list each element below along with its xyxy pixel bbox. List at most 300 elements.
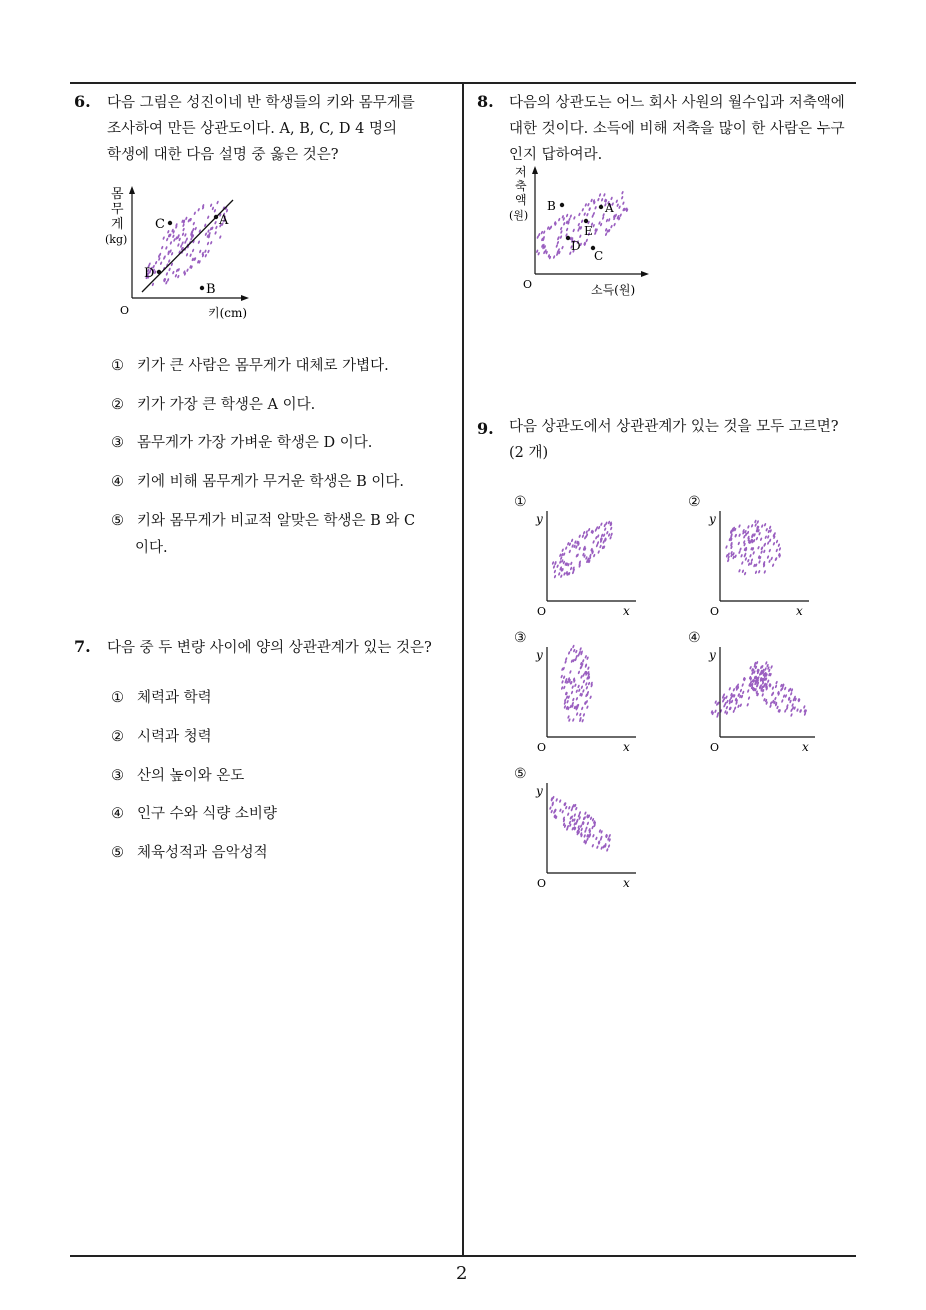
q8-dot — [577, 223, 580, 227]
q9-dot — [591, 844, 594, 848]
q9-dot — [572, 698, 575, 702]
q6-choice-3[interactable]: ③ 몸무게가 가장 가벼운 학생은 D 이다. — [111, 435, 373, 451]
q9-dot — [763, 549, 766, 553]
q9-dot — [608, 844, 611, 848]
q9-dot — [750, 558, 753, 562]
q6-point-C: C — [155, 217, 165, 232]
q6-dot — [155, 261, 158, 265]
q9-plot-4 — [703, 641, 821, 753]
q9-dot — [764, 523, 767, 527]
q9-dot — [608, 834, 611, 838]
q9-plot-origin: O — [537, 605, 547, 617]
q6-dot — [197, 240, 200, 244]
q9-dot — [604, 527, 607, 531]
q9-dot — [549, 806, 552, 810]
q9-dot — [588, 528, 591, 532]
q9-dot — [561, 810, 564, 814]
q9-dot — [569, 670, 572, 674]
q6-dot — [172, 234, 175, 238]
q6-number: 6. — [74, 92, 91, 111]
q9-dot — [738, 569, 741, 573]
q9-dot — [563, 686, 566, 690]
q9-dot — [758, 560, 761, 564]
q8-line-2: 대한 것이다. 소득에 비해 저축을 많이 한 사람은 누구 — [509, 121, 845, 137]
q9-dot — [790, 713, 793, 717]
q6-origin: O — [120, 304, 130, 317]
q8-text — [509, 90, 859, 168]
q9-dot — [606, 848, 609, 852]
q9-dot — [587, 666, 590, 670]
page-number: 2 — [456, 1263, 468, 1284]
q8-point-A: A — [605, 201, 614, 215]
q9-dot — [598, 526, 601, 530]
q9-dot — [803, 705, 806, 709]
q9-dot — [559, 808, 562, 812]
q6-line-2: 조사하여 만든 상관도이다. A, B, C, D 4 명의 — [107, 121, 397, 137]
q8-point-E: E — [584, 224, 593, 238]
q9-dot — [769, 704, 772, 708]
q6-dot — [160, 261, 163, 265]
q9-plot-ylabel: y — [709, 512, 716, 526]
q9-dot — [550, 810, 553, 814]
q9-dot — [750, 561, 753, 565]
q9-dot — [560, 574, 563, 578]
q9-dot — [776, 540, 779, 544]
q8-dot — [573, 216, 576, 220]
q8-dot — [581, 208, 584, 212]
q9-dot — [582, 659, 585, 663]
q8-dot — [572, 228, 575, 232]
q6-ylabel-1: 몸 — [111, 187, 124, 202]
q8-dot — [610, 225, 613, 229]
q9-dot — [764, 667, 767, 671]
q9-dot — [590, 816, 593, 820]
q9-text — [509, 414, 869, 466]
q6-dot — [186, 253, 189, 257]
q6-dot — [215, 226, 218, 230]
q6-dot — [199, 249, 202, 253]
q9-dot — [578, 534, 581, 538]
q9-dot — [725, 695, 728, 699]
q6-dot — [182, 228, 185, 232]
q9-dot — [554, 575, 557, 579]
q9-dot — [568, 549, 571, 553]
q9-dot — [739, 703, 742, 707]
q6-dot — [175, 225, 178, 229]
q6-choice-5-cont: 이다. — [135, 540, 168, 556]
q9-dot — [581, 706, 584, 710]
q9-plot-ylabel: y — [536, 648, 543, 662]
q9-dot — [571, 691, 574, 695]
q9-dot — [747, 525, 750, 529]
q9-plot-3-mark[interactable]: ③ — [514, 630, 527, 646]
q8-dot — [566, 228, 569, 232]
q9-dot — [768, 559, 771, 563]
q8-dot — [569, 214, 572, 218]
q9-dot — [732, 688, 735, 692]
q9-dot — [747, 689, 750, 693]
q7-choice-3[interactable]: ③ 산의 높이와 온도 — [111, 768, 245, 784]
q6-xlabel: 키(cm) — [208, 306, 248, 320]
q9-dot — [553, 570, 556, 574]
q8-dot — [553, 255, 556, 259]
q8-line-3: 인지 답하여라. — [509, 147, 603, 163]
q9-plot-5-mark[interactable]: ⑤ — [514, 766, 527, 782]
q9-dot — [746, 703, 749, 707]
q9-dot — [774, 697, 777, 701]
q9-dot — [570, 648, 573, 652]
q9-dot — [728, 687, 731, 691]
q9-plot-dot-cloud — [560, 645, 593, 723]
q6-dot — [168, 267, 171, 271]
q6-dot — [204, 232, 207, 236]
q6-point-A: A — [219, 213, 229, 228]
q9-dot — [561, 680, 564, 684]
q9-dot — [768, 549, 771, 553]
q8-dot — [561, 246, 564, 250]
q8-dot — [613, 223, 616, 227]
q8-point-C: C — [594, 249, 604, 263]
q8-dot — [581, 219, 584, 223]
q9-dot — [775, 681, 778, 685]
q9-dot — [560, 675, 563, 679]
q9-dot — [578, 688, 581, 692]
q9-dot — [561, 686, 564, 690]
q9-dot — [583, 834, 586, 838]
q6-dot — [151, 282, 154, 286]
q9-dot — [738, 524, 741, 528]
q9-dot — [571, 702, 574, 706]
q9-dot — [563, 572, 566, 576]
q9-dot — [593, 554, 596, 558]
q9-dot — [727, 558, 730, 562]
q6-dot — [177, 243, 180, 247]
q9-dot — [754, 519, 757, 523]
q9-dot — [581, 719, 584, 723]
q9-dot — [769, 525, 772, 529]
q9-dot — [565, 806, 568, 810]
q9-dot — [755, 537, 758, 541]
q9-dot — [582, 680, 585, 684]
q6-dot — [182, 232, 185, 236]
q6-dot — [174, 274, 177, 278]
q9-plot-2-mark[interactable]: ② — [688, 494, 701, 510]
bottom-rule — [70, 1255, 856, 1257]
q9-plot-dot-cloud — [710, 661, 807, 718]
q9-plot-ylabel: y — [709, 648, 716, 662]
q6-dot — [162, 236, 165, 240]
q9-plot-xlabel: x — [796, 604, 803, 617]
q9-dot — [761, 693, 764, 697]
q8-dot — [560, 235, 563, 239]
q9-dot — [609, 536, 612, 540]
q9-dot — [575, 807, 578, 811]
q9-dot — [747, 559, 750, 563]
q9-dot — [754, 523, 757, 527]
q6-dot — [194, 227, 197, 231]
q9-dot — [714, 709, 717, 713]
q6-dot — [192, 249, 195, 253]
q8-dot — [621, 191, 624, 195]
q6-dot — [219, 235, 222, 239]
q9-dot — [552, 561, 555, 565]
q9-dot — [781, 699, 784, 703]
q8-dot — [605, 232, 608, 236]
q9-dot — [570, 561, 573, 565]
q6-dot — [193, 211, 196, 215]
q9-plot-xlabel: x — [802, 740, 809, 753]
q6-choice-1[interactable]: ① 키가 큰 사람은 몸무게가 대체로 가볍다. — [111, 358, 389, 374]
q8-dot — [594, 206, 597, 210]
q9-dot — [579, 713, 582, 717]
q9-dot — [737, 704, 740, 708]
q6-dot — [173, 238, 176, 242]
q9-plot-origin: O — [537, 741, 547, 753]
q9-dot — [610, 527, 613, 531]
q8-dot — [616, 203, 619, 207]
q9-dot — [749, 666, 752, 670]
q9-dot — [556, 564, 559, 568]
q9-dot — [600, 522, 603, 526]
q8-dot — [583, 212, 586, 216]
q9-dot — [575, 689, 578, 693]
column-divider — [462, 82, 464, 1257]
q9-dot — [567, 812, 570, 816]
q8-dot — [563, 222, 566, 226]
q9-dot — [572, 718, 575, 722]
q6-choice-4[interactable]: ④ 키에 비해 몸무게가 무거운 학생은 B 이다. — [111, 474, 405, 490]
q6-dot — [172, 271, 175, 275]
q9-dot — [728, 701, 731, 705]
q9-dot — [596, 845, 599, 849]
q8-dot — [558, 218, 561, 222]
q9-plot-origin: O — [710, 741, 720, 753]
q8-dot — [603, 193, 606, 197]
q9-plot-dot-cloud — [549, 796, 611, 852]
q8-dot — [597, 198, 600, 202]
q8-origin: O — [523, 278, 533, 291]
q6-point-D: D — [144, 266, 155, 281]
q8-dot — [621, 196, 624, 200]
q9-number: 9. — [477, 419, 494, 438]
q9-plot-1-mark[interactable]: ① — [514, 494, 527, 510]
q6-dot — [214, 221, 217, 225]
q9-dot — [568, 718, 571, 722]
q8-dot — [601, 198, 604, 202]
q6-dot — [168, 259, 171, 263]
q9-dot — [583, 531, 586, 535]
q9-dot — [584, 811, 587, 815]
q8-line-1: 다음의 상관도는 어느 회사 사원의 월수입과 저축액에 — [509, 95, 845, 111]
q9-dot — [741, 561, 744, 565]
q9-dot — [761, 524, 764, 528]
q9-dot — [588, 682, 591, 686]
q8-dot — [622, 201, 625, 205]
q9-dot — [606, 531, 609, 535]
q9-dot — [776, 705, 779, 709]
q9-dot — [582, 713, 585, 717]
q8-ylabel-2: 축 — [515, 179, 527, 193]
q8-dot — [587, 203, 590, 207]
q9-dot — [571, 685, 574, 689]
q9-dot — [760, 537, 763, 541]
q9-dot — [561, 548, 564, 552]
q8-dot — [584, 203, 587, 207]
q9-dot — [555, 798, 558, 802]
q6-dot — [189, 253, 192, 257]
q6-scatter-figure — [100, 180, 260, 325]
q9-dot — [572, 645, 575, 649]
q9-plot-2 — [703, 505, 813, 617]
q9-dot — [585, 686, 588, 690]
q9-dot — [765, 528, 768, 532]
q9-plot-xlabel: x — [623, 876, 630, 889]
q9-dot — [580, 675, 583, 679]
q6-dot — [165, 272, 168, 276]
q8-dot — [566, 214, 569, 218]
q9-dot — [581, 534, 584, 538]
q6-dot — [207, 242, 210, 246]
q8-dot — [606, 219, 609, 223]
q9-dot — [741, 569, 744, 573]
q8-xlabel: 소득(원) — [591, 283, 636, 297]
q9-dot — [580, 828, 583, 832]
q8-dot — [586, 213, 589, 217]
q9-dot — [731, 699, 734, 703]
q9-plot-4-mark[interactable]: ④ — [688, 630, 701, 646]
q6-dot — [177, 275, 180, 279]
q9-dot — [577, 684, 580, 688]
q9-plot-xlabel: x — [623, 740, 630, 753]
q9-dot — [585, 682, 588, 686]
q6-dot — [197, 208, 200, 212]
q9-plot-xlabel: x — [623, 604, 630, 617]
q7-choice-2[interactable]: ② 시력과 청력 — [111, 729, 212, 745]
q9-plot-ylabel: y — [536, 512, 543, 526]
q9-dot — [755, 570, 758, 574]
q6-dot — [192, 222, 195, 226]
q9-dot — [599, 545, 602, 549]
q9-dot — [744, 572, 747, 576]
q6-choice-5[interactable]: ⑤ 키와 몸무게가 비교적 알맞은 학생은 B 와 C — [111, 513, 416, 529]
q6-choice-2[interactable]: ② 키가 가장 큰 학생은 A 이다. — [111, 397, 316, 413]
q8-dot — [540, 231, 543, 235]
q6-dot — [167, 230, 170, 234]
q8-dot — [543, 230, 546, 234]
q6-dot — [186, 268, 189, 272]
q6-dot — [166, 238, 169, 242]
q9-dot — [568, 806, 571, 810]
q9-dot — [790, 692, 793, 696]
q9-dot — [578, 547, 581, 551]
q8-dot — [590, 198, 593, 202]
q8-dot — [619, 213, 622, 217]
q9-dot — [580, 824, 583, 828]
q9-dot — [566, 700, 569, 704]
q9-dot — [749, 554, 752, 558]
q9-dot — [742, 691, 745, 695]
q9-dot — [772, 542, 775, 546]
q9-dot — [756, 520, 759, 524]
q9-dot — [586, 705, 589, 709]
q6-dot — [213, 209, 216, 213]
q9-dot — [760, 550, 763, 554]
q9-dot — [589, 695, 592, 699]
q9-dot — [573, 649, 576, 653]
q9-dot — [796, 708, 799, 712]
q6-dot — [211, 206, 214, 210]
q6-dot — [161, 246, 164, 250]
q9-dot — [739, 689, 742, 693]
q9-dot — [568, 651, 571, 655]
q8-dot — [610, 196, 613, 200]
q8-dot — [599, 193, 602, 197]
q6-dot — [210, 241, 213, 245]
q9-dot — [585, 530, 588, 534]
q9-plot-origin: O — [537, 877, 547, 889]
q6-dot — [171, 252, 174, 256]
q9-dot — [741, 683, 744, 687]
q6-dot — [216, 201, 219, 205]
q9-plot-1 — [530, 505, 640, 617]
q7-choice-1[interactable]: ① 체력과 학력 — [111, 690, 212, 706]
q9-dot — [775, 548, 778, 552]
q9-dot — [770, 665, 773, 669]
q8-scatter-figure — [505, 162, 655, 302]
q6-dot — [165, 246, 168, 250]
q9-dot — [735, 701, 738, 705]
q9-plot-origin: O — [710, 605, 720, 617]
q9-dot — [565, 657, 568, 661]
q9-dot — [772, 563, 775, 567]
q9-dot — [725, 706, 728, 710]
q7-number: 7. — [74, 637, 91, 656]
q7-text: 다음 중 두 변량 사이에 양의 상관관계가 있는 것은? — [107, 640, 432, 656]
q8-dot — [555, 244, 558, 248]
q9-dot — [770, 557, 773, 561]
q9-dot — [573, 813, 576, 817]
q6-dot — [204, 254, 207, 258]
q9-dot — [742, 531, 745, 535]
q6-text — [107, 90, 457, 168]
q9-dot — [589, 554, 592, 558]
q9-plot-dot-cloud — [552, 521, 614, 579]
q7-choice-4[interactable]: ④ 인구 수와 식량 소비량 — [111, 806, 277, 822]
q6-dot — [184, 233, 187, 237]
q8-point-B: B — [547, 199, 556, 213]
q6-point-B: B — [206, 282, 216, 297]
q9-dot — [752, 551, 755, 555]
q9-dot — [580, 685, 583, 689]
q9-dot — [778, 547, 781, 551]
q9-dot — [767, 535, 770, 539]
q9-dot — [738, 533, 741, 537]
q9-dot — [563, 675, 566, 679]
q9-dot — [592, 540, 595, 544]
q8-dot — [608, 218, 611, 222]
q9-dot — [592, 834, 595, 838]
q6-dot — [207, 215, 210, 219]
q6-dot — [204, 249, 207, 253]
q9-dot — [586, 821, 589, 825]
q9-dot — [767, 679, 770, 683]
q9-dot — [582, 689, 585, 693]
q6-ylabel-4: (kg) — [105, 233, 128, 246]
q6-dot — [158, 257, 161, 261]
q9-dot — [775, 684, 778, 688]
q7-choice-5[interactable]: ⑤ 체육성적과 음악성적 — [111, 845, 268, 861]
q9-line-2: (2 개) — [509, 445, 549, 461]
